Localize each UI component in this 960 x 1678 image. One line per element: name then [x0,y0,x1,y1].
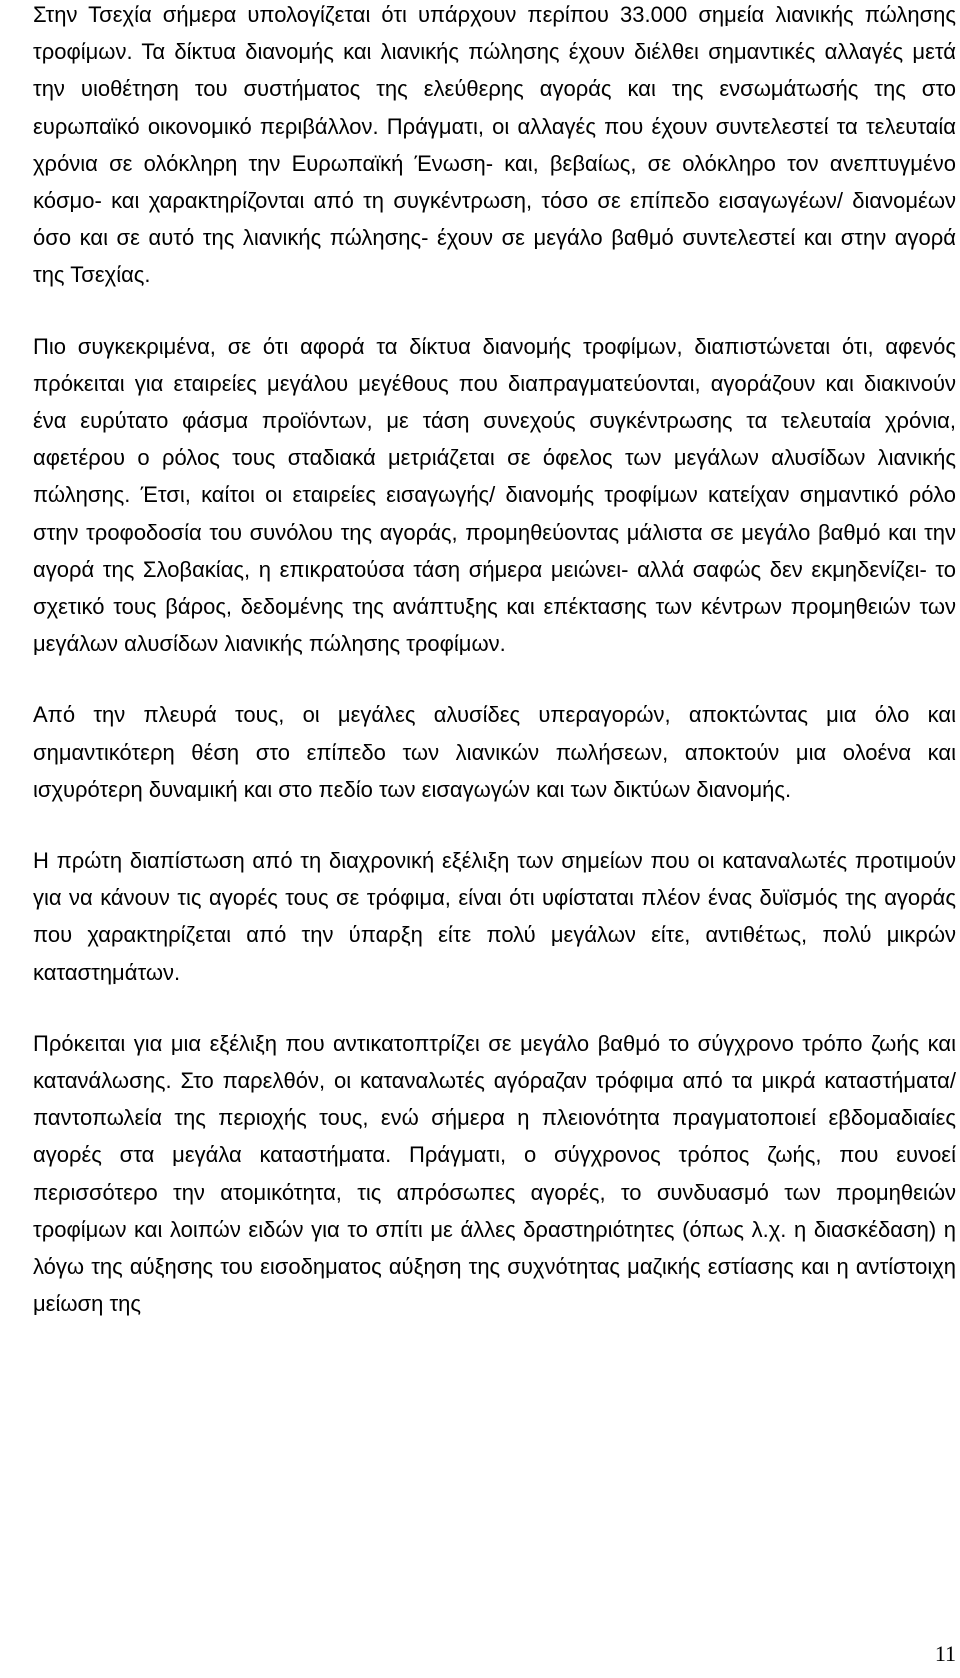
paragraph-4: Η πρώτη διαπίστωση από τη διαχρονική εξέλιξη των σημείων που οι καταναλωτές προτιμούν για να κάνουν τις αγορές τους σε τρόφιμα, είναι ότι υφίσταται πλέον ένας δυϊσμός της αγοράς που χαρακτηρίζεται από την ύπαρξη είτε πολύ μεγάλων είτε, αντιθέτως, πολύ μικρών καταστημάτων. [33,848,956,985]
page-number: 11 [934,1641,956,1666]
paragraph-2: Πιο συγκεκριμένα, σε ότι αφορά τα δίκτυα διανομής τροφίμων, διαπιστώνεται ότι, αφενός πρόκειται για εταιρείες μεγάλου μεγέθους που διαπραγματεύονται, αγοράζουν και διακινούν ένα ευρύτατο φάσμα προϊόντων, με τάση συνεχούς συγκέντρωσης τα τελευταία χρόνια, αφετέρου ο ρόλος τους σταδιακά μετριάζεται σε όφελος των μεγάλων αλυσίδων λιανικής πώλησης. Έτσι, καίτοι οι εταιρείες εισαγωγής/ διανομής τροφίμων κατείχαν σημαντικό ρόλο στην τροφοδοσία του συνόλου της αγοράς, προμηθεύοντας μάλιστα σε μεγάλο βαθμό και την αγορά της Σλοβακίας, η επικρατούσα τάση σήμερα μειώνει- αλλά σαφώς δεν εκμηδενίζει- το σχετικό τους βάρος, δεδομένης της ανάπτυξης και επέκτασης των κέντρων προμηθειών των μεγάλων αλυσίδων λιανικής πώλησης τροφίμων. [33,333,956,657]
paragraph-1: Στην Τσεχία σήμερα υπολογίζεται ότι υπάρχουν περίπου 33.000 σημεία λιανικής πώλησης τροφίμων. Τα δίκτυα διανομής και λιανικής πώλησης έχουν διέλθει σημαντικές αλλαγές μετά την υιοθέτηση του συστήματος της ελεύθερης αγοράς και της ενσωμάτωσής της στο ευρωπαϊκό οικονομικό περιβάλλον. Πράγματι, οι αλλαγές που έχουν συντελεστεί τα τελευταία χρόνια σε ολόκληρη την Ευρωπαϊκή Ένωση- και, βεβαίως, σε ολόκληρο τον ανεπτυγμένο κόσμο- και χαρακτηρίζονται από τη συγκέντρωση, τόσο σε επίπεδο εισαγωγέων/ διανομέων όσο και σε αυτό της λιανικής πώλησης- έχουν σε μεγάλο βαθμό συντελεστεί και στην αγορά της Τσεχίας. [33,2,956,288]
document-body [33,0,956,1357]
paragraph-5: Πρόκειται για μια εξέλιξη που αντικατοπτρίζει σε μεγάλο βαθμό το σύγχρονο τρόπο ζωής και κατανάλωσης. Στο παρελθόν, οι καταναλωτές αγόραζαν τρόφιμα από τα μικρά καταστήματα/ παντοπωλεία της περιοχής τους, ενώ σήμερα η πλειονότητα πραγματοποιεί εβδομαδιαίες αγορές στα μεγάλα καταστήματα. Πράγματι, ο σύγχρονος τρόπος ζωής, που ευνοεί περισσότερο την ατομικότητα, τις απρόσωπες αγορές, το συνδυασμό των προμηθειών τροφίμων και λοιπών ειδών για το σπίτι με άλλες δραστηριότητες (όπως λ.χ. η διασκέδαση) η λόγω της αύξησης του εισοδηματος αύξηση της συχνότητας μαζικής εστίασης και η αντίστοιχη μείωση της [33,1030,956,1317]
paragraph-3: Από την πλευρά τους, οι μεγάλες αλυσίδες υπεραγορών, αποκτώντας μια όλο και σημαντικότερη θέση στο επίπεδο των λιανικών πωλήσεων, αποκτούν μια ολοένα και ισχυρότερη δυναμική και στο πεδίο των εισαγωγών και των δικτύων διανομής. [33,702,956,802]
